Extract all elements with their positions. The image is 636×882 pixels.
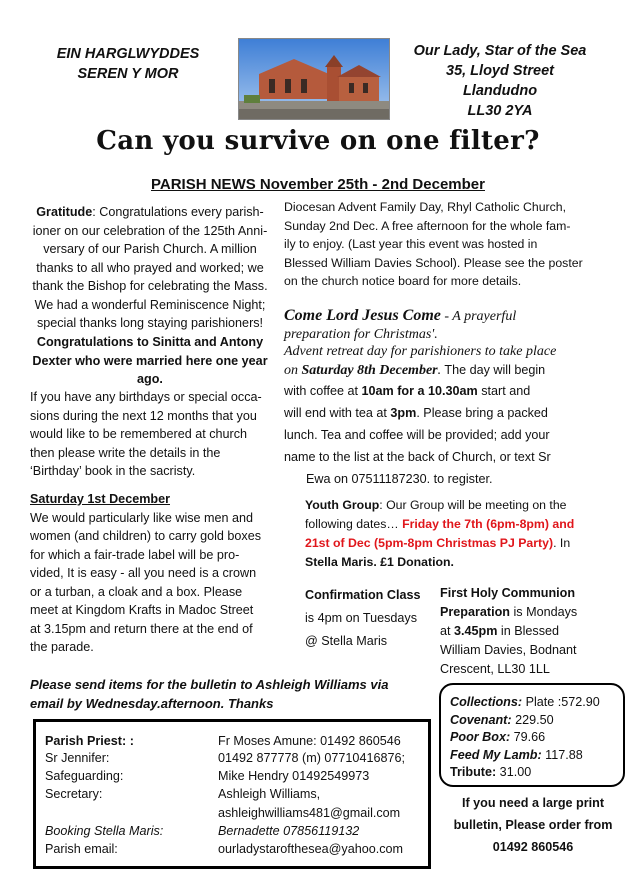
saturday-heading: Saturday 1st December (30, 492, 170, 506)
collection-label: Covenant: (450, 712, 512, 727)
send-line: email by Wednesday.afternoon. Thanks (30, 696, 274, 711)
advent-line: Sunday 2nd Dec. A free afternoon for the whole fam- (284, 218, 571, 233)
birthdays-line: ‘Birthday’ book in the sacristy. (30, 464, 196, 478)
advent-line: Diocesan Advent Family Day, Rhyl Catholic Church, (284, 200, 567, 214)
advent-family-day (284, 198, 596, 291)
saturday-line: meet at Kingdom Krafts in Madoc Street (30, 603, 254, 617)
large-print-line: If you need a large print (461, 796, 605, 810)
welsh-name-line2: SEREN Y MOR (77, 66, 179, 82)
retreat-title: Come Lord Jesus Come (284, 307, 441, 324)
retreat-line: lunch. Tea and coffee will be provided; add your (284, 428, 550, 442)
birthdays-line: would like to be remembered at church (30, 427, 248, 441)
come-lord-jesus-section (284, 306, 596, 490)
youth-label: Youth Group (305, 498, 380, 512)
communion-line: Crescent, LL30 1LL (440, 662, 550, 676)
contact-value: Fr Moses Amune: 01492 860546 (218, 734, 401, 748)
youth-text: : Our Group will be meeting on the (379, 498, 567, 512)
parish-news-title-text: PARISH NEWS November 25th - 2nd December (151, 176, 485, 193)
saturday-line: or a turban, a cloak and a box. Please (30, 584, 243, 599)
send-line: Please send items for the bulletin to Ashleigh Williams via (30, 677, 389, 692)
contact-label: Booking Stella Maris: (45, 824, 164, 838)
gratitude-line: thank the Bishop for celebrating the Mass. (32, 279, 268, 293)
bulletin-submission-note (30, 675, 420, 713)
contact-label: Parish email: (45, 842, 118, 856)
retreat-text: The day will begin (441, 363, 546, 377)
communion-time: 3.45pm (454, 624, 498, 638)
collection-label: Collections: (450, 695, 523, 709)
retreat-text: on (284, 363, 302, 378)
contacts-box (33, 719, 431, 869)
saturday-line: for which a fair-trade label will be pro- (30, 547, 240, 562)
contact-email[interactable]: ashleighwilliams481@gmail.com (218, 806, 401, 820)
youth-venue: Stella Maris. £1 Donation. (305, 555, 454, 569)
confirmation-line: is 4pm on Tuesdays (305, 611, 418, 625)
collection-value: 79.66 (510, 730, 546, 744)
communion-text: at (440, 624, 455, 638)
retreat-line: Ewa on 07511187230. to register. (306, 472, 493, 486)
saturday-line: the parade. (30, 640, 94, 654)
gratitude-line: special thanks long staying parishioners! (36, 316, 264, 330)
retreat-subtitle: - A prayerful (440, 309, 517, 324)
communion-label: First Holy Communion (440, 586, 576, 600)
birthdays-line: If you have any birthdays or special occa- (30, 390, 262, 404)
advent-line: Blessed William Davies School). Please see the poster (284, 255, 583, 270)
gratitude-line: We had a wonderful Reminiscence Night; (34, 297, 266, 312)
contact-email[interactable]: ourladystarofthesea@yahoo.com (218, 842, 404, 856)
saturday-section (30, 490, 270, 657)
gratitude-line: : Congratulations every parish- (92, 205, 264, 219)
contact-label: Secretary: (45, 787, 103, 801)
contact-value: Ashleigh Williams, (218, 787, 321, 801)
collection-value: Plate :572.90 (522, 695, 600, 709)
retreat-time: 10am for a 10.30am (361, 384, 478, 398)
communion-text: is Mondays (510, 605, 578, 619)
contact-label: Parish Priest: : (45, 734, 134, 748)
large-print-line: 01492 860546 (492, 840, 574, 854)
advent-line: ily to enjoy. (Last year this event was hosted in (284, 237, 538, 251)
saturday-line: at 3.15pm and return there at the end of (30, 621, 253, 636)
collection-value: 117.88 (541, 747, 583, 762)
youth-text: following dates… (305, 517, 403, 531)
confirmation-section (305, 584, 435, 653)
saturday-line: women (and children) to carry gold boxes (30, 529, 261, 543)
retreat-subtitle-line2: preparation for Christmas'. (284, 327, 438, 342)
retreat-text: . Please bring a packed (416, 406, 548, 420)
youth-text: . In (553, 536, 571, 550)
welsh-name-line1: EIN HARGLWYDDES (56, 46, 200, 62)
saturday-line: vided, It is easy - all you need is a crown (30, 566, 257, 580)
collection-label: Feed My Lamb: (450, 747, 542, 762)
address-line3: Llandudno (462, 83, 538, 99)
collection-value: 31.00 (496, 765, 532, 779)
gratitude-line: ioner on our celebration of the 125th Anni- (32, 223, 268, 238)
communion-section (440, 584, 610, 679)
address-line1: Our Lady, Star of the Sea (413, 43, 587, 59)
retreat-text: will end with tea at (284, 406, 391, 420)
confirmation-line: @ Stella Maris (305, 634, 388, 648)
birthdays-line: then please write the details in the (30, 445, 221, 460)
collection-value: 229.50 (511, 712, 554, 727)
retreat-line: Advent retreat day for parishioners to take place (284, 344, 557, 359)
contact-value: Mike Hendry 01492549973 (218, 769, 370, 783)
congrats-line: Dexter who were married here one year (32, 353, 268, 368)
contact-label: Sr Jennifer: (45, 751, 110, 765)
gratitude-line: versary of our Parish Church. A million (43, 242, 257, 256)
retreat-text: with coffee at (284, 384, 362, 398)
address-line2: 35, Lloyd Street (446, 63, 554, 79)
communion-label2: Preparation (440, 605, 510, 619)
retreat-date: Saturday 8th December (301, 363, 438, 378)
retreat-text: . (437, 363, 442, 378)
church-photo (238, 38, 390, 120)
parish-address (400, 41, 600, 121)
parish-news-title (0, 176, 636, 193)
wedding-congratulations (30, 333, 270, 389)
confirmation-label: Confirmation Class (305, 588, 421, 602)
congrats-line: Congratulations to Sinitta and Antony (36, 335, 264, 349)
collection-label: Tribute: (450, 765, 497, 779)
retreat-line: name to the list at the back of Church, or text Sr (284, 450, 551, 464)
collections-box (439, 683, 625, 787)
birthdays-line: sions during the next 12 months that you (30, 408, 257, 423)
large-print-note (445, 792, 621, 858)
advent-line: on the church notice board for more details. (284, 274, 522, 288)
slogan-heading: Can you survive on one filter? (96, 126, 540, 156)
collection-label: Poor Box: (450, 730, 511, 744)
large-print-line: bulletin, Please order from (453, 818, 613, 832)
gratitude-label: Gratitude (36, 205, 93, 219)
youth-dates: 21st of Dec (5pm-8pm Christmas PJ Party) (305, 536, 554, 550)
youth-group-section (305, 496, 605, 572)
contact-value: 01492 877778 (m) 07710416876; (218, 751, 405, 765)
youth-dates: Friday the 7th (6pm-8pm) and (402, 517, 575, 531)
retreat-text: start and (477, 384, 531, 398)
gratitude-line: thanks to all who prayed and worked; we (36, 260, 264, 275)
parish-welsh-name (38, 44, 218, 84)
communion-line: William Davies, Bodnant (440, 643, 577, 657)
communion-text: in Blessed (497, 624, 560, 638)
congrats-line: ago. (137, 372, 163, 386)
saturday-line: We would particularly like wise men and (30, 510, 254, 525)
birthdays-section (30, 388, 270, 481)
retreat-end-time: 3pm (390, 406, 417, 420)
contact-value: Bernadette 07856119132 (218, 824, 360, 838)
gratitude-section (30, 203, 270, 333)
address-line4: LL30 2YA (467, 103, 533, 119)
contact-label: Safeguarding: (45, 769, 124, 783)
